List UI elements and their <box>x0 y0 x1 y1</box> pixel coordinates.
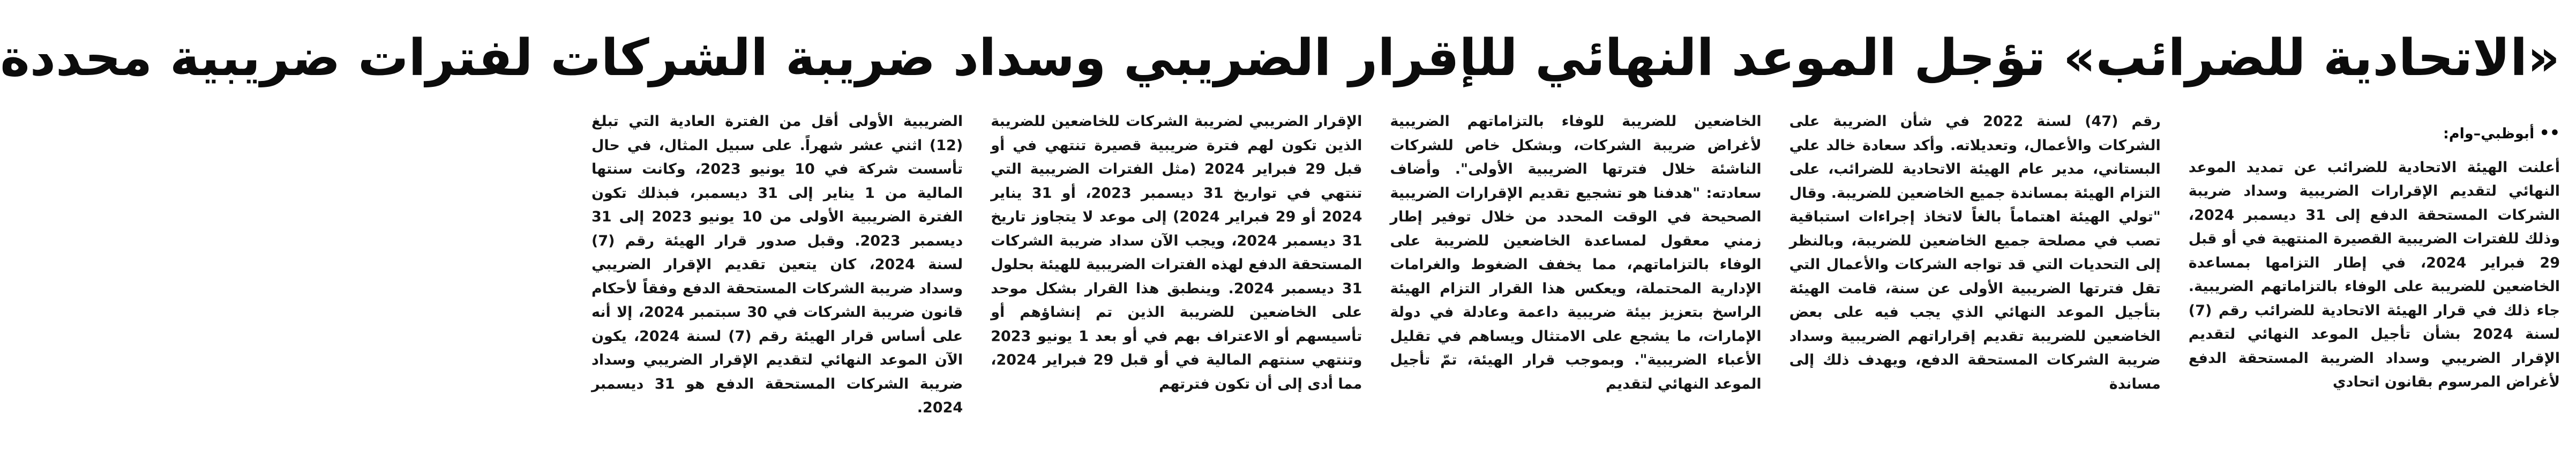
article-paragraph: الضريبية الأولى أقل من الفترة العادية التي تبلغ (12) اثني عشر شهراً. على سبيل المثال، في حال تأسست شركة في 10 يونيو 2023، وكانت سنتها المالية من 1 يناير إلى 31 ديسمبر، فبذلك تكون الفترة الضريبية الأولى من 10 يونيو 2023 إلى 31 ديسمبر 2023. وقبل صدور قرار الهيئة رقم (7) لسنة 2024، كان يتعين تقديم الإقرار الضريبي وسداد ضريبة الشركات المستحقة الدفع وفقاً لأحكام قانون ضريبة الشركات في 30 سبتمبر 2024، إلا أنه على أساس قرار الهيئة رقم (7) لسنة 2024، يكون الآن الموعد النهائي لتقديم الإقرار الضريبي وسداد ضريبة الشركات المستحقة الدفع هو 31 ديسمبر 2024. <box>591 113 963 416</box>
byline-marker: •• <box>2539 124 2560 143</box>
article-paragraph: الإقرار الضريبي لضريبة الشركات للخاضعين للضريبة الذين تكون لهم فترة ضريبية قصيرة تنتهي في أو قبل 29 فبراير 2024 (مثل الفترات الضريبية التي تنتهي في تواريخ 31 ديسمبر 2023، أو 31 يناير 2024 أو 29 فبراير 2024) إلى موعد لا يتجاوز تاريخ 31 ديسمبر 2024، ويجب الآن سداد ضريبة الشركات المستحقة الدفع لهذه الفترات الضريبية للهيئة بحلول 31 ديسمبر 2024. وينطبق هذا القرار بشكل موحد على الخاضعين للضريبة الذين تم إنشاؤهم أو تأسيسهم أو الاعتراف بهم في أو بعد 1 يونيو 2023 وتنتهي سنتهم المالية في أو قبل 29 فبراير 2024، مما أدى إلى أن تكون فترتهم <box>991 113 1362 392</box>
article-body <box>591 110 2560 448</box>
article-column-5 <box>591 110 963 448</box>
article-column-4 <box>991 110 1362 448</box>
article-paragraph: أعلنت الهيئة الاتحادية للضرائب عن تمديد الموعد النهائي لتقديم الإقرارات الضريبية وسداد ضريبة الشركات المستحقة الدفع إلى 31 ديسمبر 2024، وذلك للفترات الضريبية القصيرة المنتهية في أو قبل 29 فبراير 2024، في إطار التزامها بمساعدة الخاضعين للضريبة على الوفاء بالتزاماتهم الضريبية. جاء ذلك في قرار الهيئة الاتحادية للضرائب رقم (7) لسنة 2024 بشأن تأجيل الموعد النهائي لتقديم الإقرار الضريبي وسداد الضريبة المستحقة الدفع لأغراض المرسوم بقانون اتحادي <box>2188 159 2560 390</box>
article-headline: «الاتحادية للضرائب» تؤجل الموعد النهائي للإقرار الضريبي وسداد ضريبة الشركات لفترات ضريبية محددة <box>0 29 2560 87</box>
article-column-1 <box>2189 110 2560 448</box>
article-paragraph: رقم (47) لسنة 2022 في شأن الضريبة على الشركات والأعمال، وتعديلاته. وأكد سعادة خالد علي البستاني، مدير عام الهيئة الاتحادية للضرائب، على التزام الهيئة بمساندة جميع الخاضعين للضريبة. وقال "تولي الهيئة اهتماماً بالغاً لاتخاذ إجراءات استباقية تصب في مصلحة جميع الخاضعين للضريبة، وبالنظر إلى التحديات التي قد تواجه الشركات والأعمال التي تقل فترتها الضريبية الأولى عن سنة، قامت الهيئة بتأجيل الموعد النهائي الذي يجب فيه على بعض الخاضعين للضريبة تقديم إقراراتهم الضريبية وسداد ضريبة الشركات المستحقة الدفع، ويهدف ذلك إلى مساندة <box>1789 113 2161 392</box>
article-paragraph: الخاضعين للضريبة للوفاء بالتزاماتهم الضريبية لأغراض ضريبة الشركات، وبشكل خاص للشركات الناشئة خلال فترتها الضريبية الأولى". وأضاف سعادته: "هدفنا هو تشجيع تقديم الإقرارات الضريبية الصحيحة في الوقت المحدد من خلال توفير إطار زمني معقول لمساعدة الخاضعين للضريبة على الوفاء بالتزاماتهم، مما يخفف الضغوط والغرامات الإدارية المحتملة، ويعكس هذا القرار التزام الهيئة الراسخ بتعزيز بيئة ضريبية داعمة وعادلة في دولة الإمارات، ما يشجع على الامتثال ويساهم في تقليل الأعباء الضريبية". وبموجب قرار الهيئة، تمّ تأجيل الموعد النهائي لتقديم <box>1390 113 1762 392</box>
byline-text: أبوظبي–وام: <box>2443 125 2535 142</box>
article-column-3 <box>1390 110 1761 448</box>
byline <box>2189 122 2560 146</box>
article-column-2 <box>1789 110 2161 448</box>
